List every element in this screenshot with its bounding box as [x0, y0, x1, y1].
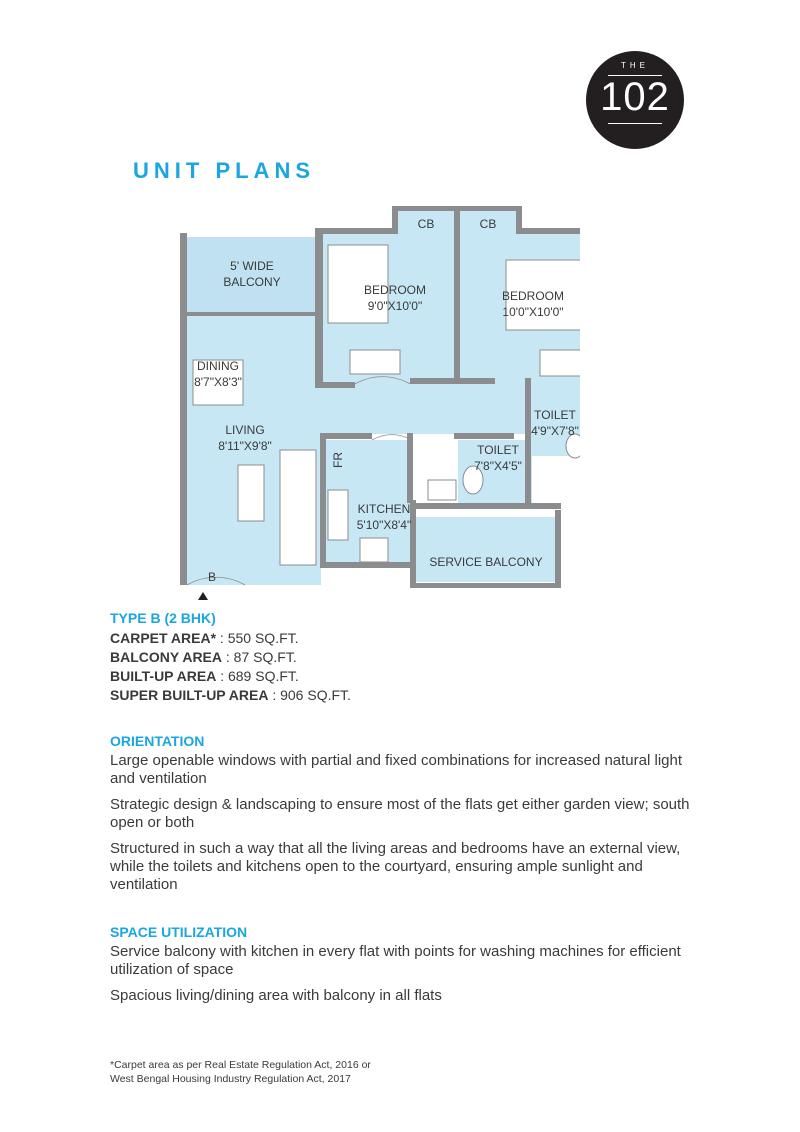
wall	[525, 503, 561, 509]
logo-number: 102	[600, 75, 670, 119]
sofa	[280, 450, 316, 565]
space-utilization-section	[110, 924, 690, 1005]
wall	[315, 382, 355, 388]
area-row: BUILT-UP AREA : 689 SQ.FT.	[110, 668, 299, 684]
bedroom2-label: BEDROOM	[501, 289, 565, 303]
wall	[410, 500, 416, 588]
wall	[525, 378, 531, 508]
orientation-heading: ORIENTATION	[110, 733, 205, 749]
wall	[180, 233, 187, 585]
bedroom1-label: BEDROOM	[363, 283, 427, 297]
wall	[322, 433, 372, 439]
counter	[328, 490, 348, 540]
orientation-point: Strategic design & landscaping to ensure most of the flats get either garden view; south open or both	[110, 796, 690, 831]
washbasin	[428, 480, 456, 500]
bedroom2-size: 10'0"X10'0"	[502, 305, 564, 319]
wall	[555, 510, 561, 588]
entry-label: B	[207, 570, 217, 584]
wall	[454, 433, 514, 439]
wall	[410, 503, 528, 509]
cb2-label: CB	[479, 217, 497, 231]
dining-size: 8'7"X8'3"	[194, 375, 242, 389]
wall	[410, 583, 560, 588]
space-utilization-point: Spacious living/dining area with balcony in all flats	[110, 987, 442, 1004]
toilet1-label: TOILET	[534, 408, 576, 422]
coffee-table	[238, 465, 264, 521]
balcony-label-1: 5' WIDE	[230, 259, 274, 273]
space-utilization-point: Service balcony with kitchen in every flat with points for washing machines for efficient utilization of space	[110, 943, 681, 978]
logo-bottom-rule	[608, 123, 662, 124]
wall	[315, 228, 323, 388]
toilet2-label: TOILET	[477, 443, 519, 457]
footnote-line: West Bengal Housing Industry Regulation Act, 2017	[110, 1073, 351, 1085]
balcony-label-2: BALCONY	[223, 275, 281, 289]
area-list	[110, 629, 690, 705]
entry-arrow-icon	[198, 592, 208, 600]
unit-type: TYPE B (2 BHK)	[110, 610, 216, 626]
kitchen-label: KITCHEN	[357, 502, 411, 516]
area-row: SUPER BUILT-UP AREA : 906 SQ.FT.	[110, 687, 351, 703]
fridge-label: FR	[331, 452, 345, 468]
living-label: LIVING	[225, 423, 265, 437]
wall	[180, 312, 315, 316]
orientation-point: Large openable windows with partial and fixed combinations for increased natural light and ventilation	[110, 752, 683, 787]
floor-plan-drawing	[170, 200, 580, 605]
toilet2-size: 7'8"X4'5"	[474, 459, 522, 473]
brand-logo	[586, 51, 684, 149]
footnote	[110, 1058, 371, 1086]
dining-label: DINING	[197, 359, 239, 373]
cb1-label: CB	[417, 217, 435, 231]
area-row: CARPET AREA* : 550 SQ.FT.	[110, 630, 299, 646]
space-utilization-heading: SPACE UTILIZATION	[110, 924, 248, 940]
wall	[460, 378, 495, 384]
kitchen-size: 5'10"X8'4"	[356, 518, 412, 532]
desk2	[540, 350, 580, 376]
wall	[454, 206, 460, 384]
service-balcony-label: SERVICE BALCONY	[429, 555, 543, 569]
logo-the-text: THE	[621, 61, 649, 70]
unit-info	[110, 610, 690, 705]
wall	[410, 378, 458, 384]
area-row: BALCONY AREA : 87 SQ.FT.	[110, 649, 297, 665]
wall	[320, 562, 412, 568]
orientation-point: Structured in such a way that all the living areas and bedrooms have an external view, while the toilets and kitchens open to the courtyard, ensuring ample sunlight and ventilation	[110, 840, 681, 893]
service-balcony-fill	[413, 517, 558, 582]
wall	[516, 228, 580, 234]
living-size: 8'11"X9'8"	[218, 439, 272, 453]
desk1	[350, 350, 400, 374]
bedroom1-size: 9'0"X10'0"	[367, 299, 423, 313]
page-title: UNIT PLANS	[133, 158, 315, 183]
toilet1-size: 4'9"X7'8"	[531, 424, 579, 438]
orientation-section	[110, 733, 690, 894]
floor-plan	[170, 200, 580, 605]
wall	[320, 433, 326, 568]
wall	[407, 433, 413, 503]
wall	[315, 228, 393, 234]
footnote-line: *Carpet area as per Real Estate Regulation Act, 2016 or	[110, 1059, 371, 1071]
sink	[360, 538, 388, 562]
door	[372, 435, 412, 440]
